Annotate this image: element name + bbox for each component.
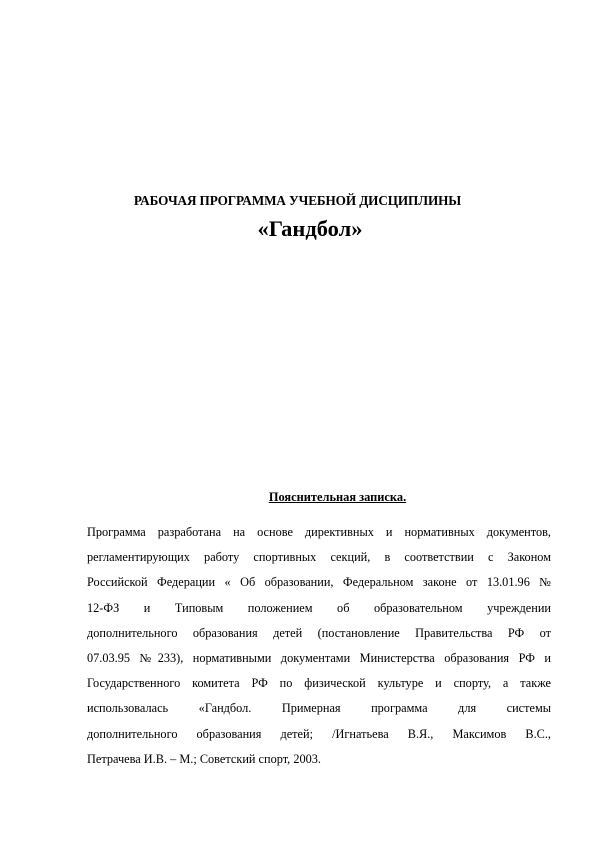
paragraph-line: использовалась «Гандбол. Примерная программа для системы [87, 701, 551, 716]
paragraph-line: Петрачева И.В. – М.; Советский спорт, 2003. [87, 751, 321, 766]
document-title: РАБОЧАЯ ПРОГРАММА УЧЕБНОЙ ДИСЦИПЛИНЫ [133, 193, 462, 208]
paragraph-line: Государственного комитета РФ по физической культуре и спорту, а также [87, 676, 551, 691]
paragraph-line: Программа разработана на основе директивных и нормативных документов, [87, 525, 551, 539]
paragraph-line: 07.03.95 №233), нормативными документами Министерства образования РФ и [87, 650, 551, 665]
discipline-name: «Гандбол» [257, 216, 363, 241]
explanatory-paragraph [87, 520, 551, 772]
paragraph-line: регламентирующих работу спортивных секций, в соответствии с Законом [87, 550, 551, 565]
paragraph-line: 12-ФЗ и Типовым положением об образовательном учреждении [87, 600, 551, 615]
section-heading: Пояснительная записка. [268, 490, 407, 504]
paragraph-line: дополнительного образования детей (постановление Правительства РФ от [87, 625, 551, 640]
paragraph-line: Российской Федерации « Об образовании, Федеральном законе от 13.01.96 № [87, 575, 551, 590]
paragraph-line: дополнительного образования детей; /Игнатьева В.Я., Максимов В.С., [87, 726, 551, 741]
